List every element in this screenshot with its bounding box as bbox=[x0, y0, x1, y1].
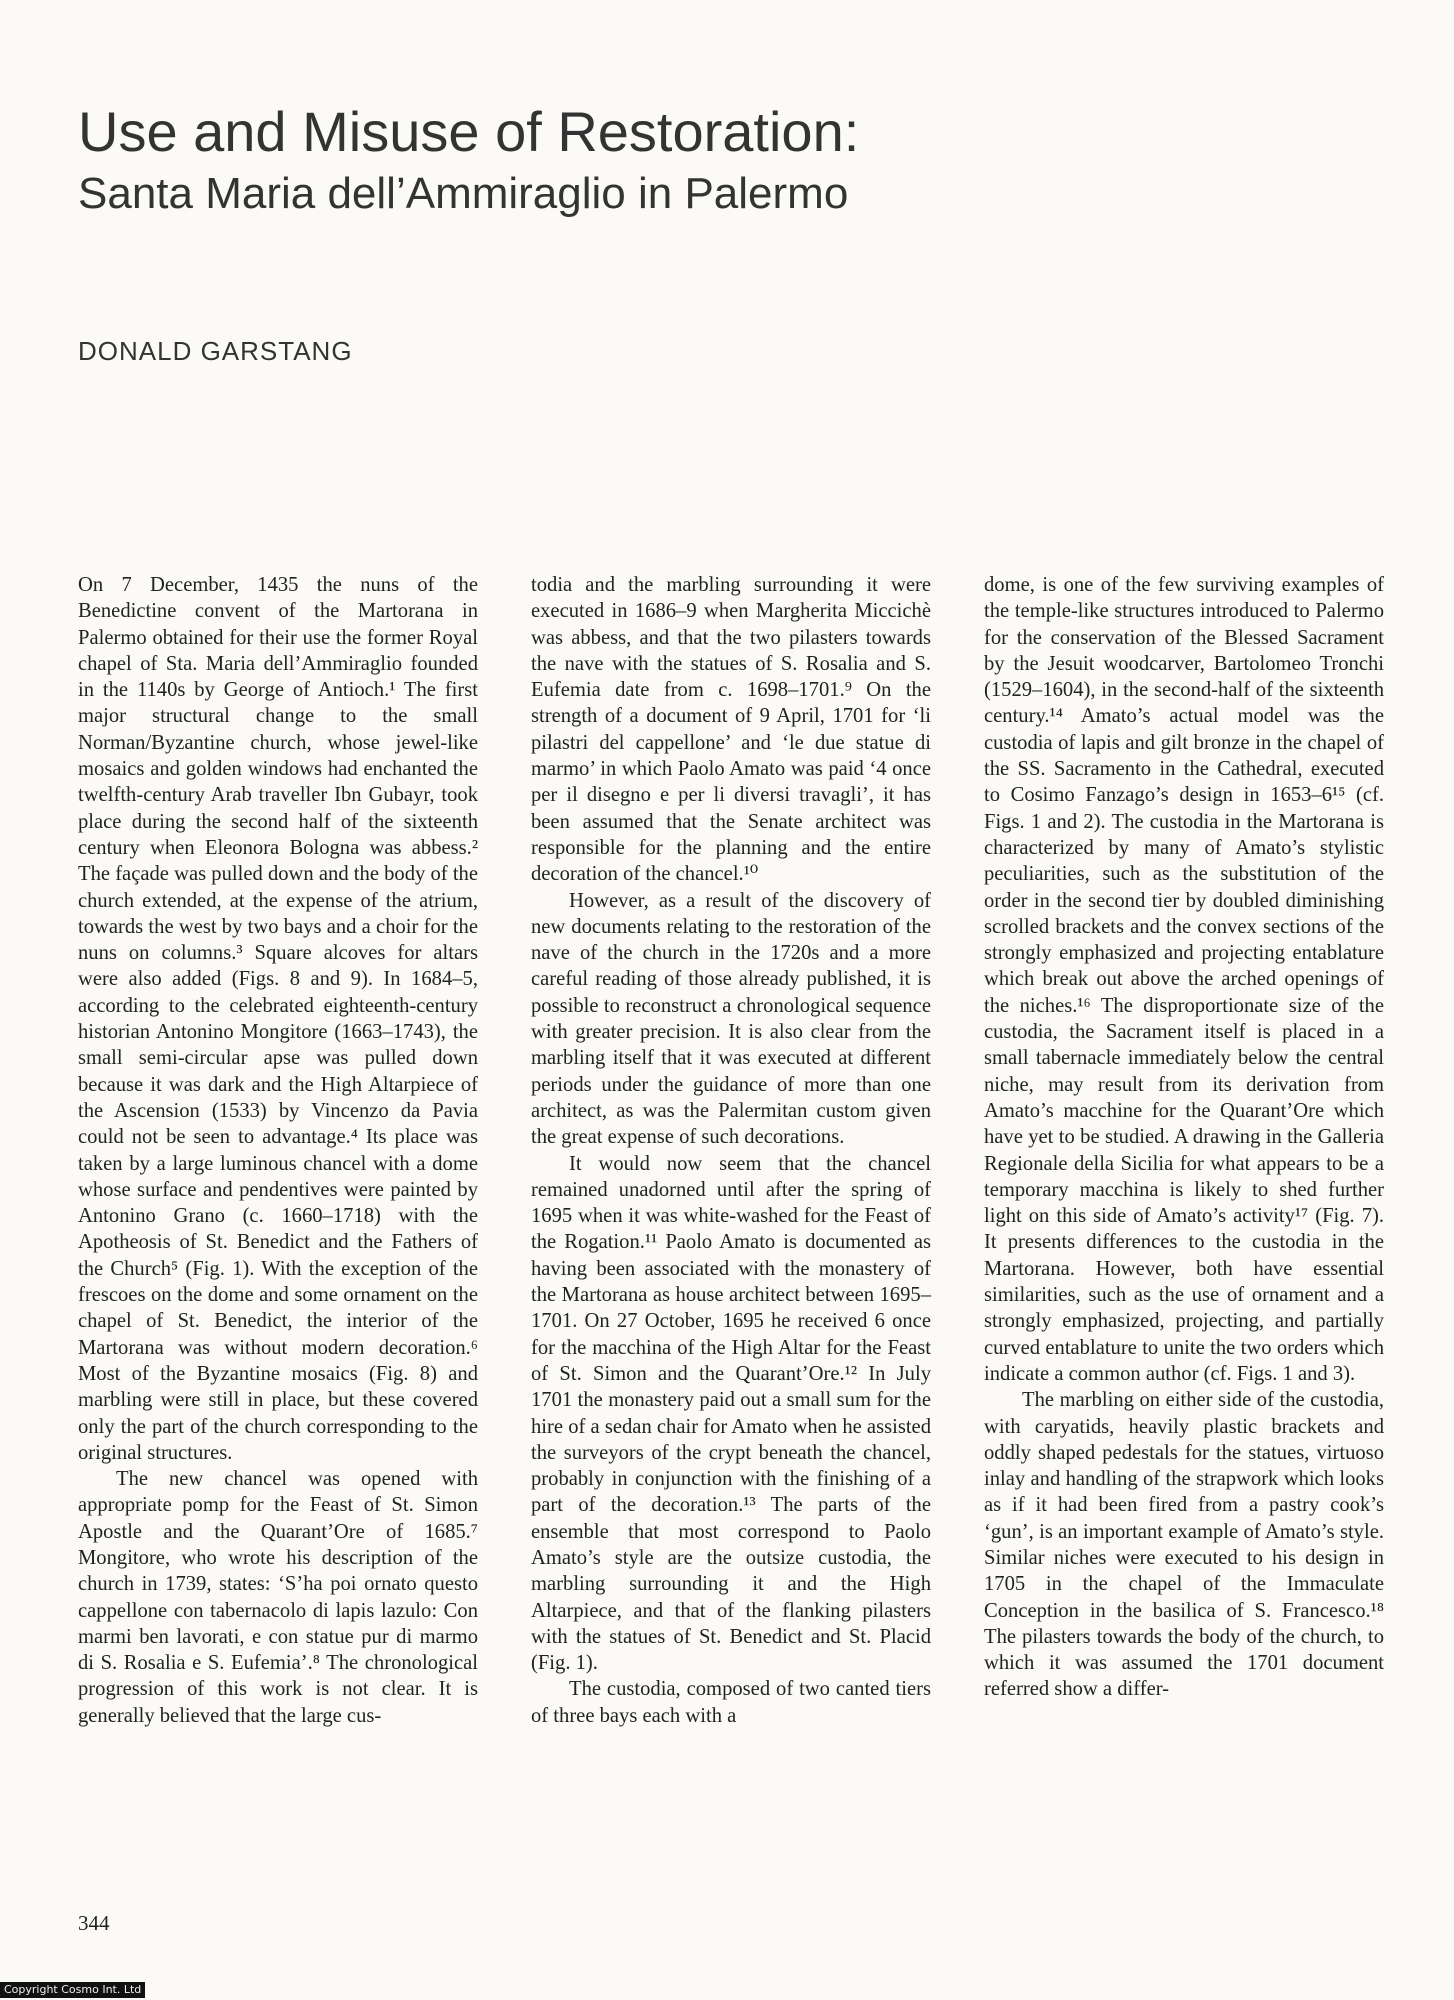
text-column-2 bbox=[531, 572, 931, 1729]
text-column-3 bbox=[984, 572, 1384, 1703]
author-name: DONALD GARSTANG bbox=[78, 336, 353, 366]
paragraph: The custodia, composed of two canted tiers of three bays each with a bbox=[531, 1678, 931, 1727]
paragraph: It would now seem that the chancel remained unadorned until after the spring of 1695 when it was white-washed for the Feast of the Rogation.¹¹ Paolo Amato is documented as having been associated with the monastery of the Martorana as house architect between 1695–1701. On 27 October, 1695 he received 6 once for the macchina of the High Altar for the Feast of St. Simon and the Quarant’Ore.¹² In July 1701 the monastery paid out a small sum for the hire of a sedan chair for Amato when he assisted the surveyors of the crypt beneath the chancel, probably in conjunction with the finishing of a part of the decoration.¹³ The parts of the ensemble that most correspond to Paolo Amato’s style are the outsize custodia, the marbling surrounding it and the High Altarpiece, and that of the flanking pilasters with the statues of St. Benedict and St. Placid (Fig. 1). bbox=[531, 1152, 931, 1675]
paragraph: todia and the marbling surrounding it were executed in 1686–9 when Margherita Miccichè was abbess, and that the two pilasters towards the nave with the statues of S. Rosalia and S. Eufemia date from c. 1698–1701.⁹ On the strength of a document of 9 April, 1701 for ‘li pilastri del cappellone’ and ‘le due statue di marmo’ in which Paolo Amato was paid ‘4 once per il disegno e per li diversi travagli’, it has been assumed that the Senate architect was responsible for the planning and the entire decoration of the chancel.¹⁰ bbox=[531, 574, 931, 886]
page-number: 344 bbox=[78, 1911, 110, 1935]
paragraph: On 7 December, 1435 the nuns of the Benedictine convent of the Martorana in Palermo obtained for their use the former Royal chapel of Sta. Maria dell’Ammiraglio founded in the 1140s by George of Antioch.¹ The first major structural change to the small Norman/Byzantine church, whose jewel-like mosaics and golden windows had enchanted the twelfth-century Arab traveller Ibn Gubayr, took place during the second half of the sixteenth century when Eleonora Bologna was abbess.² The façade was pulled down and the body of the church extended, at the expense of the atrium, towards the west by two bays and a choir for the nuns on columns.³ Square alcoves for altars were also added (Figs. 8 and 9). In 1684–5, according to the celebrated eighteenth-century historian Antonino Mongitore (1663–1743), the small semi-circular apse was pulled down because it was dark and the High Altarpiece of the Ascension (1533) by Vincenzo da Pavia could not be seen to advantage.⁴ Its place was taken by a large luminous chancel with a dome whose surface and pendentives were painted by Antonino Grano (c. 1660–1718) with the Apotheosis of St. Benedict and the Fathers of the Church⁵ (Fig. 1). With the exception of the frescoes on the dome and some ornament on the chapel of St. Benedict, the interior of the Martorana was without modern decoration.⁶ Most of the Byzantine mosaics (Fig. 8) and marbling were still in place, but these covered only the part of the church corresponding to the original structures. bbox=[78, 574, 478, 1464]
paragraph: However, as a result of the discovery of new documents relating to the restoration of the nave of the church in the 1720s and a more careful reading of those already published, it is possible to reconstruct a chronological sequence with greater precision. It is also clear from the marbling itself that it was executed at different periods under the guidance of more than one architect, as was the Palermitan custom given the great expense of such decorations. bbox=[531, 889, 931, 1149]
text-column-1 bbox=[78, 572, 478, 1729]
article-subtitle: Santa Maria dell’Ammiraglio in Palermo bbox=[78, 169, 849, 218]
paragraph: The new chancel was opened with appropriate pomp for the Feast of St. Simon Apostle and the Quarant’Ore of 1685.⁷ Mongitore, who wrote his description of the church in 1739, states: ‘S’ha poi ornato questo cappellone con tabernacolo di lapis lazulo: Con marmi ben lavorati, e con statue pur di marmo di S. Rosalia e S. Eufemia’.⁸ The chronological progression of this work is not clear. It is generally believed that the large cus- bbox=[78, 1468, 478, 1727]
copyright-watermark: Copyright Cosmo Int. Ltd bbox=[0, 1982, 145, 1998]
paragraph: The marbling on either side of the custodia, with caryatids, heavily plastic brackets and oddly shaped pedestals for the statues, virtuoso inlay and handling of the strapwork which looks as if it had been fired from a pastry cook’s ‘gun’, is an important example of Amato’s style. Similar niches were executed to his design in 1705 in the chapel of the Immaculate Conception in the basilica of S. Francesco.¹⁸ The pilasters towards the body of the church, to which it was assumed the 1701 document referred show a differ- bbox=[984, 1389, 1384, 1701]
paragraph: dome, is one of the few surviving examples of the temple-like structures introduced to Palermo for the conservation of the Blessed Sacrament by the Jesuit woodcarver, Bartolomeo Tronchi (1529–1604), in the second-half of the sixteenth century.¹⁴ Amato’s actual model was the custodia of lapis and gilt bronze in the chapel of the SS. Sacramento in the Cathedral, executed to Cosimo Fanzago’s design in 1653–6¹⁵ (cf. Figs. 1 and 2). The custodia in the Martorana is characterized by many of Amato’s stylistic peculiarities, such as the substitution of the order in the second tier by doubled diminishing scrolled brackets and the convex sections of the strongly emphasized and projecting entablature which break out above the arched openings of the niches.¹⁶ The disproportionate size of the custodia, the Sacrament itself is placed in a small tabernacle immediately below the central niche, may result from its derivation from Amato’s macchine for the Quarant’Ore which have yet to be studied. A drawing in the Galleria Regionale della Sicilia for what appears to be a temporary macchina is likely to shed further light on this side of Amato’s activity¹⁷ (Fig. 7). It presents differences to the custodia in the Martorana. However, both have essential similarities, such as the use of ornament and a strongly emphasized, projecting, and partially curved entablature to unite the two orders which indicate a common author (cf. Figs. 1 and 3). bbox=[984, 574, 1384, 1385]
article-title: Use and Misuse of Restoration: bbox=[78, 100, 860, 163]
